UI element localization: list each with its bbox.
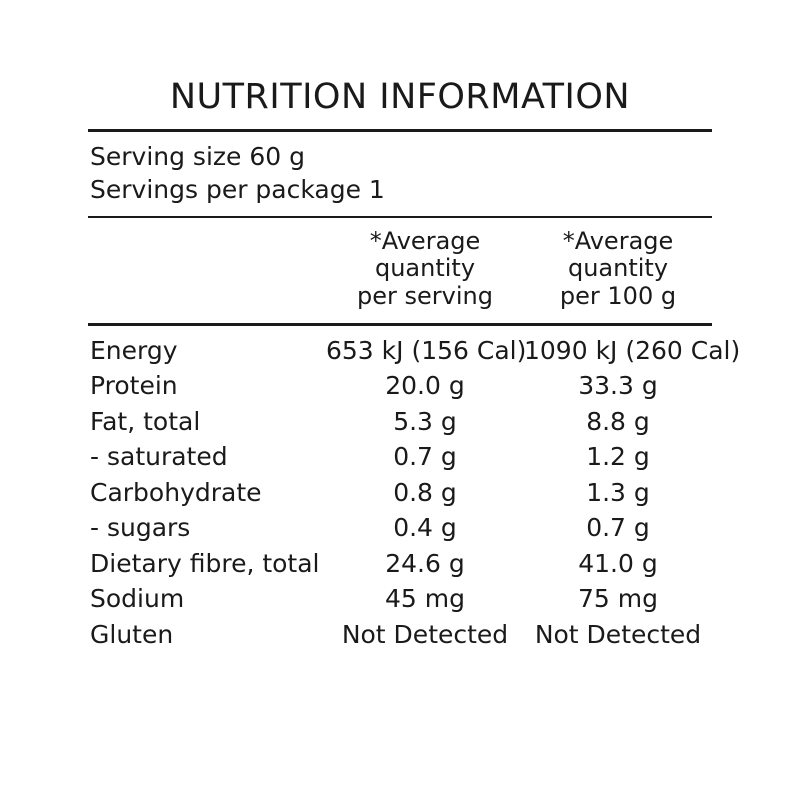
table-row: [88, 617, 712, 653]
page-title: NUTRITION INFORMATION: [169, 77, 631, 117]
serving-size-line: Serving size 60 g: [90, 141, 305, 171]
nutrient-label: - saturated: [90, 442, 228, 472]
nutrient-per-serving: 0.8 g: [393, 477, 457, 507]
servings-per-package-line: Servings per package 1: [90, 174, 385, 204]
table-row: [88, 404, 712, 440]
nutrient-label: Fat, total: [90, 406, 201, 436]
table-row: [88, 368, 712, 404]
nutrient-per-serving: 20.0 g: [385, 371, 465, 401]
nutrient-label: Energy: [90, 335, 178, 365]
nutrient-per-100g: 1090 kJ (260 Cal): [524, 335, 741, 365]
table-row: [88, 581, 712, 617]
nutrition-rows: [88, 326, 741, 653]
table-row: [88, 326, 712, 369]
nutrient-per-serving: Not Detected: [341, 619, 509, 649]
table-row: [88, 475, 712, 511]
nutrient-per-100g: 8.8 g: [586, 406, 650, 436]
nutrient-per-serving: 24.6 g: [385, 548, 465, 578]
table-row: [88, 439, 712, 475]
table-row: [88, 510, 712, 546]
nutrient-per-100g: 1.2 g: [586, 442, 650, 472]
table-row: [88, 546, 712, 582]
table-header-row: [88, 218, 712, 323]
nutrition-information-panel: [88, 77, 741, 652]
nutrient-label: Dietary fibre, total: [90, 548, 320, 578]
nutrient-per-serving: 5.3 g: [393, 406, 457, 436]
nutrient-per-serving: 45 mg: [385, 584, 465, 614]
nutrient-per-100g: 41.0 g: [578, 548, 658, 578]
nutrient-per-100g: 0.7 g: [586, 513, 650, 543]
nutrient-per-100g: 33.3 g: [578, 371, 658, 401]
nutrient-label: Sodium: [90, 584, 185, 614]
nutrient-label: - sugars: [90, 513, 191, 543]
nutrient-label: Gluten: [90, 619, 174, 649]
column-header-nutrient: [88, 218, 326, 323]
nutrition-table: [88, 218, 741, 653]
serving-info-block: [88, 132, 712, 216]
nutrient-per-100g: 1.3 g: [586, 477, 650, 507]
column-header-per-serving: *Average quantity per serving: [357, 226, 493, 311]
nutrient-per-serving: 0.7 g: [393, 442, 457, 472]
nutrient-label: Protein: [90, 371, 178, 401]
nutrient-per-serving: 653 kJ (156 Cal): [326, 335, 527, 365]
nutrient-per-100g: Not Detected: [534, 619, 702, 649]
nutrient-per-100g: 75 mg: [578, 584, 658, 614]
nutrient-label: Carbohydrate: [90, 477, 262, 507]
nutrient-per-serving: 0.4 g: [393, 513, 457, 543]
column-header-per-100g: *Average quantity per 100 g: [559, 226, 677, 311]
